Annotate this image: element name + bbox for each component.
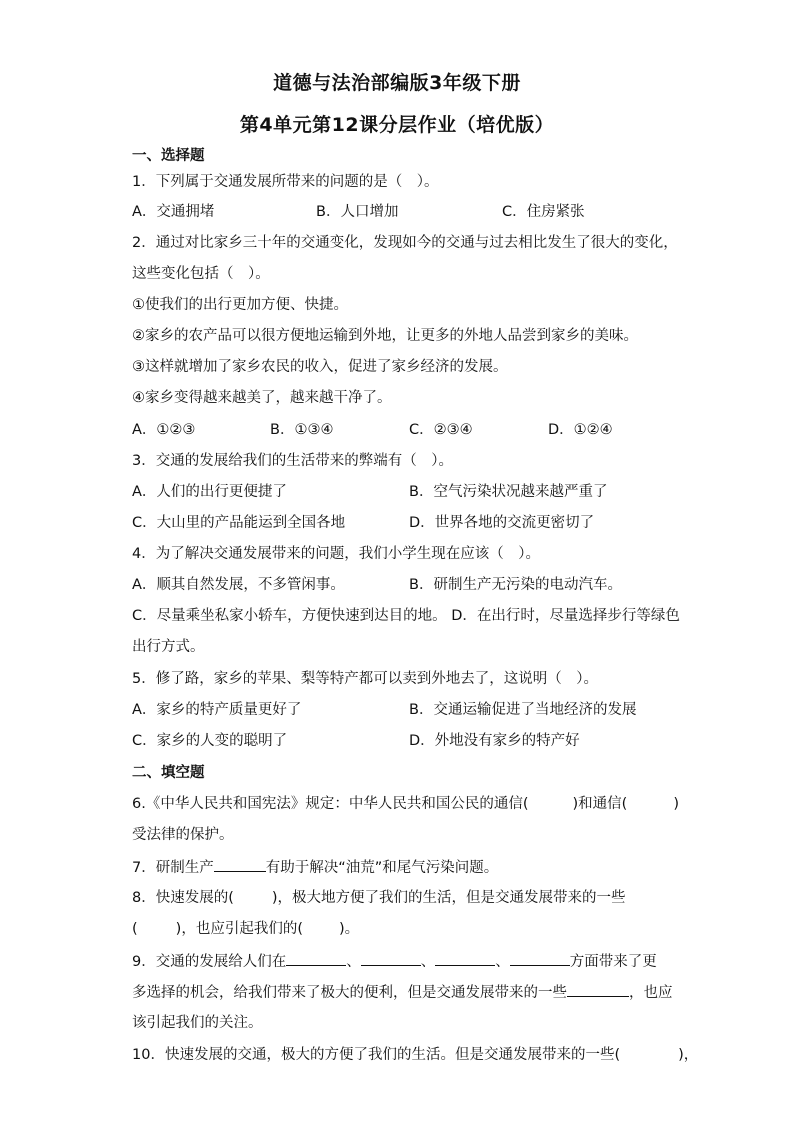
question-8-line-2 [132, 919, 359, 939]
question-2-stem-line-1: 2．通过对比家乡三十年的交通变化，发现如今的交通与过去相比发生了很大的变化， [132, 235, 678, 251]
question-2-option-a: A．①②③ [132, 422, 196, 438]
question-9-blank-5 [567, 982, 629, 997]
question-2-stem-line-2: 这些变化包括（ ）。 [132, 266, 270, 282]
question-2-option-b: B．①③④ [270, 422, 334, 438]
question-8-text-4: )，也应引起我们的( [175, 921, 303, 937]
question-6-line-1 [132, 794, 679, 814]
document-subtitle: 第4单元第12课分层作业（培优版） [239, 114, 555, 136]
question-6-text-3: ) [673, 796, 679, 812]
question-5-option-c: C．家乡的人变的聪明了 [132, 733, 288, 749]
question-1-option-a: A．交通拥堵 [132, 204, 215, 220]
question-7 [132, 857, 498, 878]
question-5-option-a: A．家乡的特产质量更好了 [132, 702, 302, 718]
question-3-option-d: D．世界各地的交流更密切了 [409, 515, 595, 531]
question-2-statement-3: ③这样就增加了家乡农民的收入，促进了家乡经济的发展。 [132, 359, 508, 375]
question-2-option-d: D．①②④ [548, 422, 613, 438]
question-9-text-3: 多选择的机会，给我们带来了极大的便利，但是交通发展带来的一些 [132, 985, 567, 1001]
question-1-option-c: C．住房紧张 [502, 204, 585, 220]
question-8-text-2: )，极大地方便了我们的生活，但是交通发展带来的一些 [271, 890, 626, 906]
question-9-sep-3: 、 [495, 954, 510, 970]
question-3-option-c: C．大山里的产品能运到全国各地 [132, 515, 346, 531]
question-9-sep-2: 、 [420, 954, 436, 970]
question-10-line-1 [132, 1045, 698, 1065]
question-6-text-1: 6.《中华人民共和国宪法》规定：中华人民共和国公民的通信( [132, 796, 529, 812]
question-4-stem: 4．为了解决交通发展带来的问题，我们小学生现在应该（ ）。 [132, 546, 540, 562]
question-4-option-c-d: C．尽量乘坐私家小轿车，方便快速到达目的地。 D．在出行时，尽量选择步行等绿色 [132, 608, 680, 624]
question-9-text-4: ，也应 [629, 985, 673, 1001]
question-2-statement-1: ①使我们的出行更加方便、快捷。 [132, 297, 348, 313]
question-9-blank-2 [361, 951, 421, 966]
section-heading-fill-blank: 二、填空题 [132, 765, 205, 781]
question-8-text-3: ( [132, 921, 138, 937]
question-3-option-b: B．空气污染状况越来越严重了 [409, 484, 608, 500]
question-1-option-b: B．人口增加 [316, 204, 399, 220]
question-9-blank-3 [435, 951, 495, 966]
question-2-option-c: C．②③④ [409, 422, 473, 438]
document-title: 道德与法治部编版3年级下册 [273, 72, 521, 94]
question-10-text-2: )， [678, 1047, 699, 1063]
question-9-line-3: 该引起我们的关注。 [132, 1015, 263, 1031]
question-8-text-5: )。 [339, 921, 360, 937]
question-4-option-b: B．研制生产无污染的电动汽车。 [409, 577, 622, 593]
question-7-text-2: 有助于解决“油荒”和尾气污染问题。 [265, 860, 499, 876]
question-5-option-d: D．外地没有家乡的特产好 [409, 733, 580, 749]
question-9-text-1: 9．交通的发展给人们在 [132, 954, 287, 970]
question-7-blank [214, 857, 266, 872]
question-8-text-1: 8．快速发展的( [132, 890, 234, 906]
question-8-line-1 [132, 888, 626, 908]
question-5-stem: 5．修了路，家乡的苹果、梨等特产都可以卖到外地去了，这说明（ ）。 [132, 671, 598, 687]
question-2-statement-4: ④家乡变得越来越美了，越来越干净了。 [132, 390, 392, 406]
question-9-sep-1: 、 [346, 954, 361, 970]
question-2-statement-2: ②家乡的农产品可以很方便地运输到外地，让更多的外地人品尝到家乡的美味。 [132, 328, 638, 344]
question-4-option-a: A．顺其自然发展，不多管闲事。 [132, 577, 345, 593]
question-9-line-1 [132, 951, 657, 972]
section-heading-choice: 一、选择题 [132, 148, 205, 164]
question-3-stem: 3．交通的发展给我们的生活带来的弊端有（ ）。 [132, 453, 453, 469]
question-3-option-a: A．人们的出行更便捷了 [132, 484, 287, 500]
question-5-option-b: B．交通运输促进了当地经济的发展 [409, 702, 637, 718]
question-9-blank-4 [510, 951, 570, 966]
question-6-text-2: )和通信( [572, 796, 628, 812]
question-6-line-2: 受法律的保护。 [132, 827, 234, 843]
question-4-option-d-continued: 出行方式。 [132, 639, 205, 655]
question-10-text-1: 10．快速发展的交通，极大的方便了我们的生活。但是交通发展带来的一些( [132, 1047, 621, 1063]
question-9-text-2: 方面带来了更 [569, 954, 657, 970]
question-7-text-1: 7．研制生产 [132, 860, 214, 876]
question-9-line-2 [132, 982, 673, 1003]
question-1-stem: 1．下列属于交通发展所带来的问题的是（ ）。 [132, 174, 439, 190]
question-9-blank-1 [286, 951, 346, 966]
